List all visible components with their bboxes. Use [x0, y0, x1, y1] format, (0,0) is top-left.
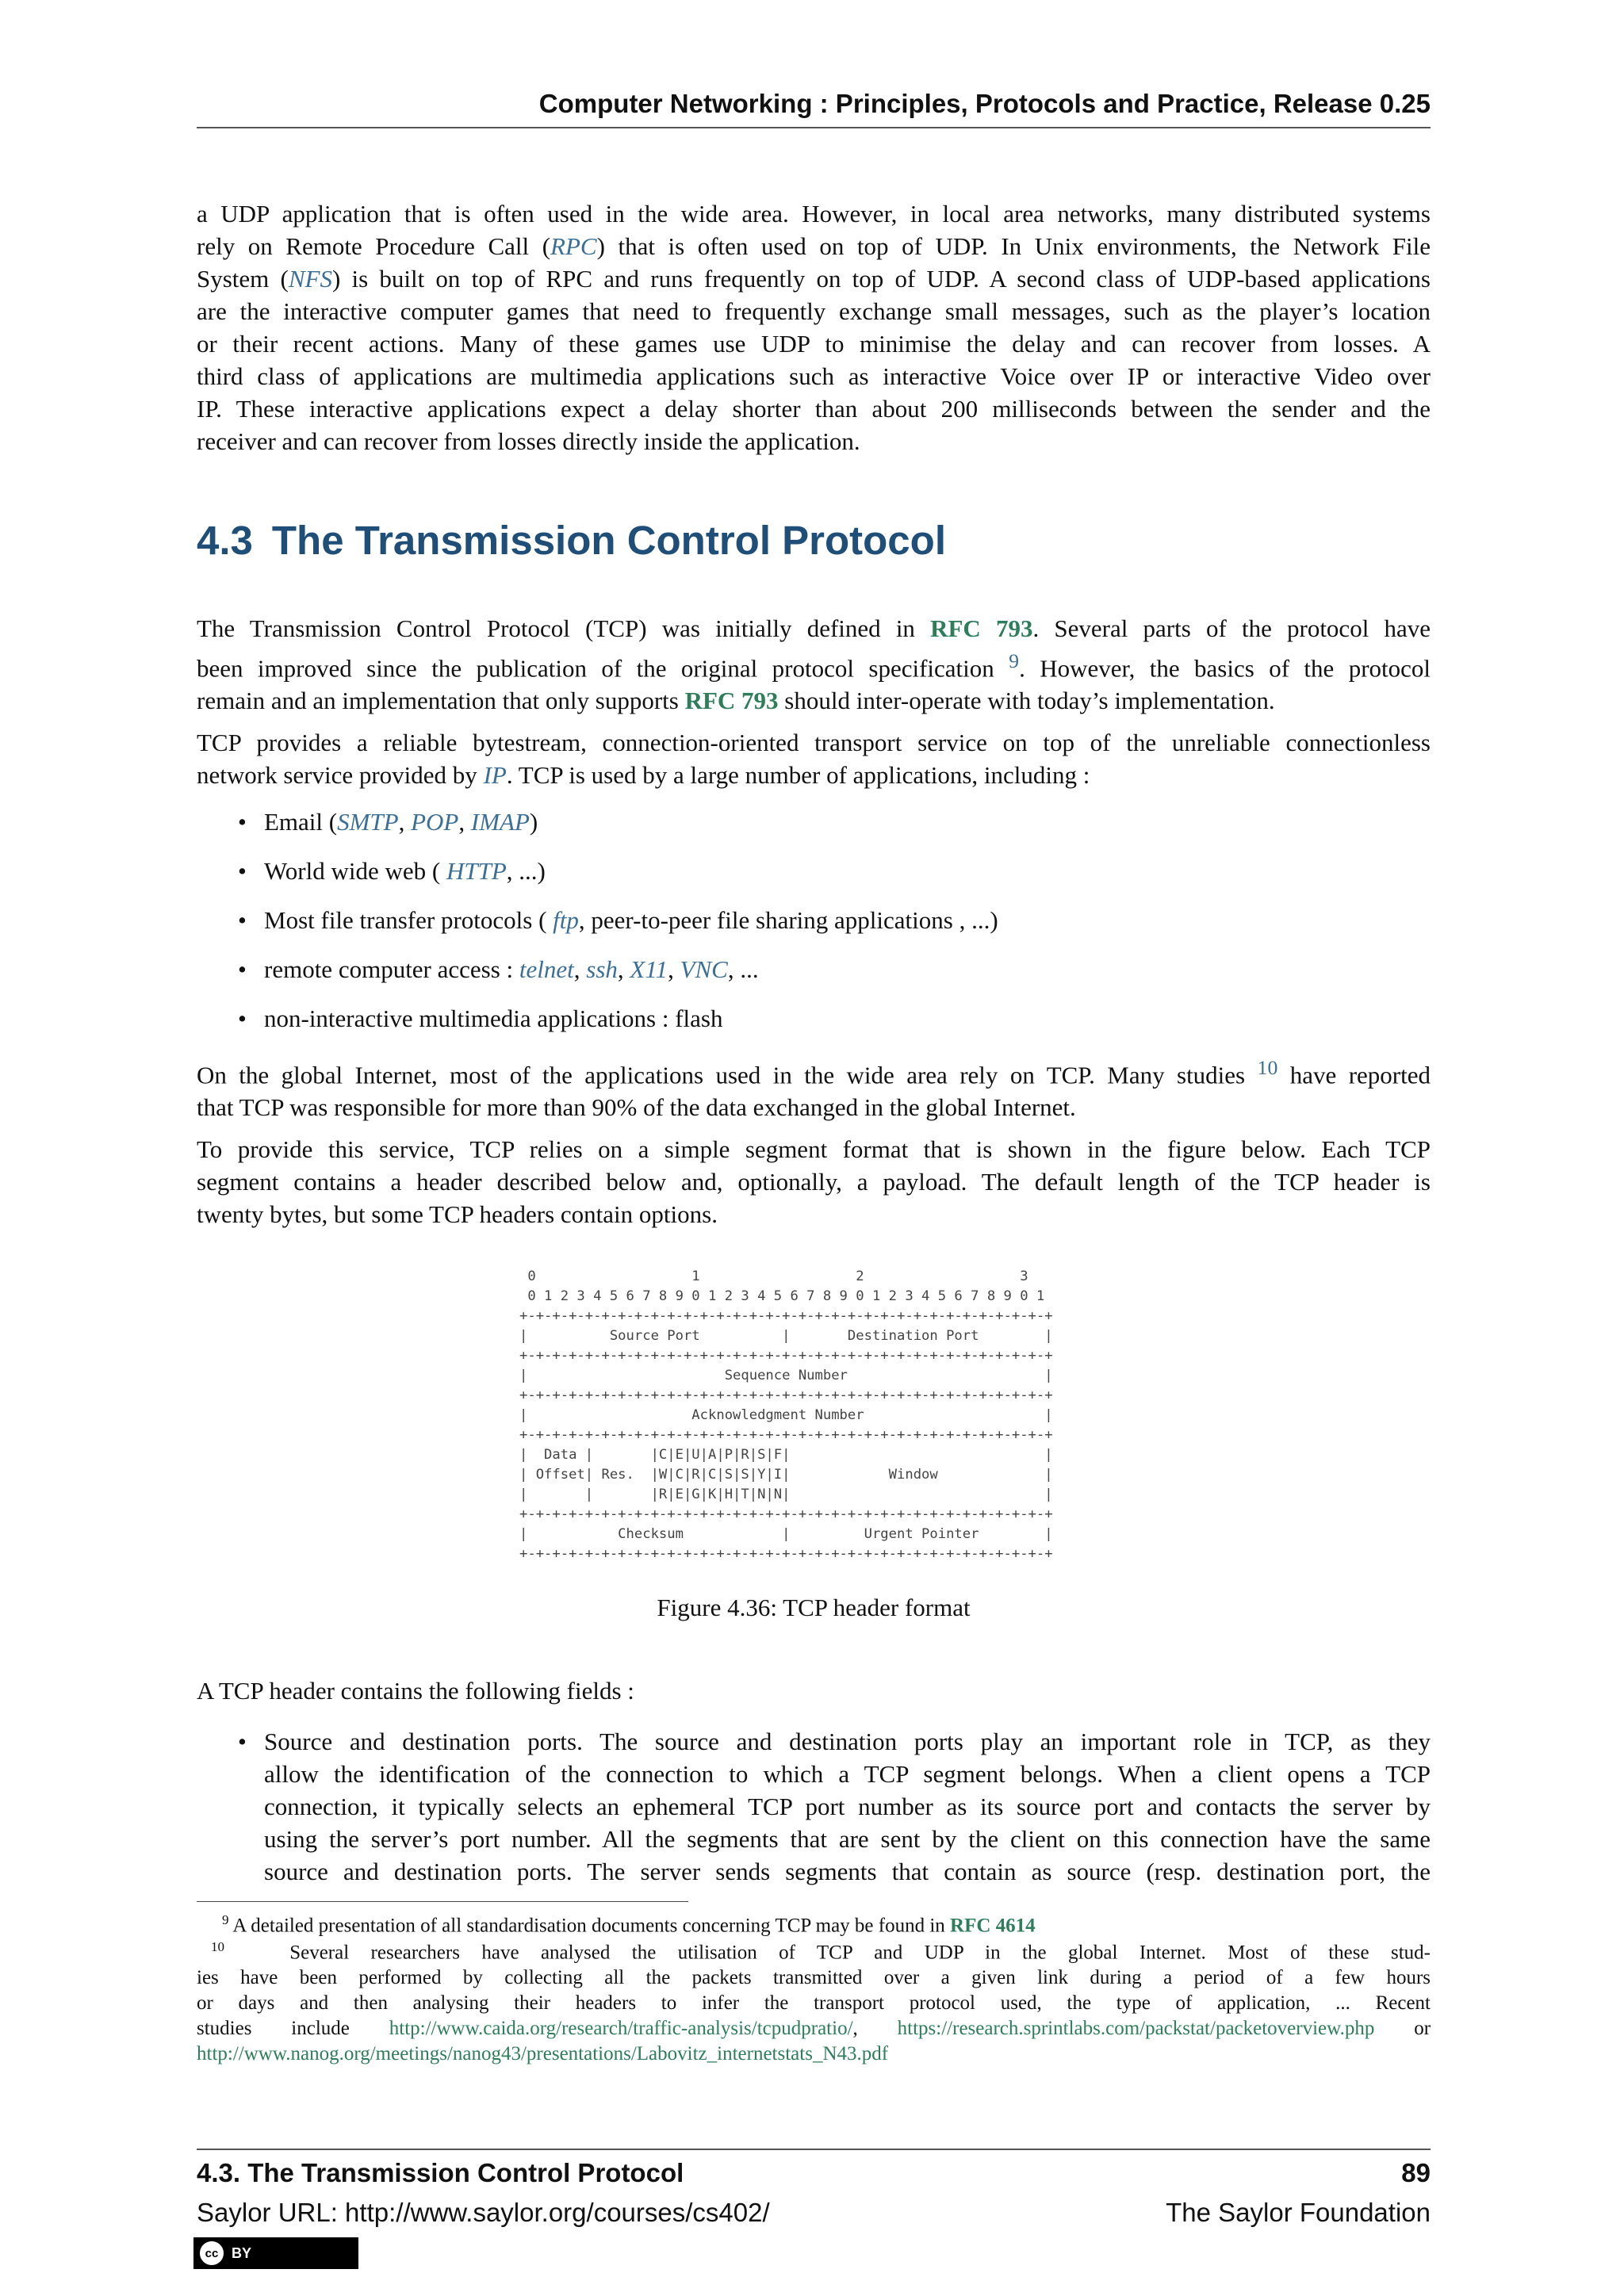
section-title: [197, 517, 946, 564]
rpc-link[interactable]: RPC: [550, 232, 597, 260]
footer-rule: [197, 2149, 1431, 2150]
caida-url-link[interactable]: http://www.caida.org/research/traffic-analysis/tcpudpratio/: [389, 2018, 853, 2040]
header-rule: [197, 127, 1431, 128]
cc-circle-icon: cc: [198, 2240, 225, 2267]
rfc-793-link[interactable]: RFC 793: [930, 614, 1033, 642]
saylor-foundation: The Saylor Foundation: [1166, 2198, 1431, 2227]
figure-caption: Figure 4.36: TCP header format: [657, 1594, 971, 1621]
footnote-10-ref[interactable]: 10: [1257, 1056, 1278, 1079]
tcp-intro-paragraph: The Transmission Control Protocol (TCP) was initially defined in RFC 793. Several parts of the protocol have been improved since the publication of the original protocol specification $^9$. However, the basics of the protocol remain and an implementation that only supports RFC 793 should inter-operate with today’s implementation.: [197, 614, 1431, 715]
fields-list: [238, 1725, 1431, 1888]
smtp-link[interactable]: SMTP: [337, 808, 399, 836]
list-item: Source and destination ports. The source and destination ports play an important role in TCP, as they allow the identification of the connection to which a TCP segment belongs. When a client opens a TCP connection, it typically selects an ephemeral TCP port number as its source port and contacts the server by using the server’s port number. All the segments that are sent by the client on this connection have the same source and destination ports. The server sends segments that contain as source (resp. destination port, the: [264, 1728, 1431, 1885]
footnote-9-ref[interactable]: 9: [1009, 649, 1020, 672]
applications-list: [238, 808, 998, 1054]
cc-license-icon[interactable]: [193, 2237, 358, 2269]
bullet: •: [238, 1728, 247, 1755]
section-number: 4.3: [197, 518, 253, 563]
vnc-link[interactable]: VNC: [680, 955, 728, 983]
running-header: Computer Networking : Principles, Protocols and Practice, Release 0.25: [538, 89, 1431, 118]
nanog-url-link[interactable]: http://www.nanog.org/meetings/nanog43/presentations/Labovitz_internetstats_N43.pdf: [197, 2043, 889, 2065]
tcp-header-ascii: 0 1 2 3 0 1 2 3 4 5 6 7 8 9 0 1 2 3 4 5 6 7 8 9 0 1 2 3 4 5 6 7 8 9 0 1 +-+-+-+-+-+-+-+-+-+-+-+-+-+-+-+-+-+-+-+-+-+-+-+-+-+-+-+-+-+-+-+-+ | Source Port | Destination Port | +-+-+-+-+-+-+-+-+-+-+-+-+-+-+-+-+-+-+-+-+-+-+-+-+-+-+-+-+-+-+-+-+ | Sequence Number | +-+-+-+-+-+-+-+-+-+-+-+-+-+-+-+-+-+-+-+-+-+-+-+-+-+-+-+-+-+-+-+-+ | Acknowledgment Number | +-+-+-+-+-+-+-+-+-+-+-+-+-+-+-+-+-+-+-+-+-+-+-+-+-+-+-+-+-+-+-+-+ | Data | |C|E|U|A|P|R|S|F| | | Offset| Res. |W|C|R|C|S|S|Y|I| Window | | | |R|E|G|K|H|T|N|N| | +-+-+-+-+-+-+-+-+-+-+-+-+-+-+-+-+-+-+-+-+-+-+-+-+-+-+-+-+-+-+-+-+ | Checksum | Urgent Pointer | +-+-+-+-+-+-+-+-+-+-+-+-+-+-+-+-+-+-+-+-+-+-+-+-+-+-+-+-+-+-+-+-+: [519, 1269, 1053, 1562]
footer-section-title: 4.3. The Transmission Control Protocol: [197, 2158, 684, 2187]
intro-line: rely on Remote Procedure Call (RPC) that is often used on top of UDP. In Unix environments, the Network File: [197, 232, 1431, 260]
rfc-4614-link[interactable]: RFC 4614: [950, 1915, 1036, 1937]
cc-by-label: BY: [232, 2244, 252, 2261]
list-item: • remote computer access : telnet, ssh, X11, VNC, ...: [238, 955, 998, 1004]
list-item: • Most file transfer protocols ( ftp, peer-to-peer file sharing applications , ...): [238, 906, 998, 955]
pop-link[interactable]: POP: [411, 808, 459, 836]
intro-line: third class of applications are multimedia applications such as interactive Voice over IP or interactive Video over: [197, 362, 1431, 390]
tcp-header-diagram: [519, 1267, 1122, 1564]
ip-link[interactable]: IP: [483, 761, 507, 789]
footnote-10: $^{10}$ Several researchers have analysed the utilisation of TCP and UDP in the global Internet. Most of these stud- ies have been performed by collecting all the packets transmitted over a given link during a period of a few hours or days and then analysing their headers to infer the transport protocol used, the type of application, ... Recent studies include http://www.caida.org/research/traffic-analysis/tcpudpratio/, https://research.sprintlabs.com/packstat/packetoverview.php or http://www.nanog.org/meetings/nanog43/presentations/Labovitz_internetstats_N43.pdf: [197, 1939, 1431, 2065]
intro-line: System (NFS) is built on top of RPC and runs frequently on top of UDP. A second class of UDP-based applications: [197, 265, 1431, 293]
intro-line: receiver and can recover from losses directly inside the application.: [197, 427, 860, 455]
global-internet-paragraph: On the global Internet, most of the applications used in the wide area rely on TCP. Many studies $^{10}$ have reported that TCP was responsible for more than 90% of the data exchanged in the global Internet.: [197, 1056, 1431, 1122]
list-item: • Email (SMTP, POP, IMAP): [238, 808, 998, 857]
ssh-link[interactable]: ssh: [586, 955, 618, 983]
nfs-link[interactable]: NFS: [288, 265, 332, 293]
section-title-text: The Transmission Control Protocol: [271, 518, 946, 563]
intro-line: a UDP application that is often used in the wide area. However, in local area networks, many distributed systems: [197, 200, 1431, 228]
list-item: • non-interactive multimedia applications : flash: [238, 1004, 998, 1054]
x11-link[interactable]: X11: [630, 955, 668, 983]
ftp-link[interactable]: ftp: [553, 906, 579, 934]
intro-line: IP. These interactive applications expect a delay shorter than about 200 milliseconds between the sender and the: [197, 395, 1431, 423]
intro-line: are the interactive computer games that need to frequently exchange small messages, such as the player’s location: [197, 297, 1431, 325]
http-link[interactable]: HTTP: [446, 857, 507, 885]
sprintlabs-url-link[interactable]: https://research.sprintlabs.com/packstat/packetoverview.php: [897, 2018, 1375, 2040]
telnet-link[interactable]: telnet: [519, 955, 574, 983]
intro-paragraph: [197, 197, 1431, 457]
page-number: 89: [1401, 2158, 1431, 2187]
footnote-rule: [197, 1901, 688, 1902]
segment-format-paragraph: To provide this service, TCP relies on a simple segment format that is shown in the figure below. Each TCP segment contains a header described below and, optionally, a payload. The default length of the TCP header is twenty bytes, but some TCP headers contain options.: [197, 1135, 1431, 1228]
intro-line: or their recent actions. Many of these games use UDP to minimise the delay and can recover from losses. A: [197, 330, 1431, 358]
saylor-url[interactable]: Saylor URL: http://www.saylor.org/courses/cs402/: [197, 2198, 770, 2227]
tcp-service-paragraph: TCP provides a reliable bytestream, connection-oriented transport service on top of the unreliable connectionless network service provided by IP. TCP is used by a large number of applications, including :: [197, 729, 1431, 789]
list-item: • World wide web ( HTTP, ...): [238, 857, 998, 906]
imap-link[interactable]: IMAP: [470, 808, 530, 836]
footnote-9: $^9$ A detailed presentation of all standardisation documents concerning TCP may be found in RFC 4614: [222, 1912, 1036, 1937]
fields-intro: A TCP header contains the following fields :: [197, 1677, 634, 1705]
rfc-793-link[interactable]: RFC 793: [684, 687, 779, 715]
